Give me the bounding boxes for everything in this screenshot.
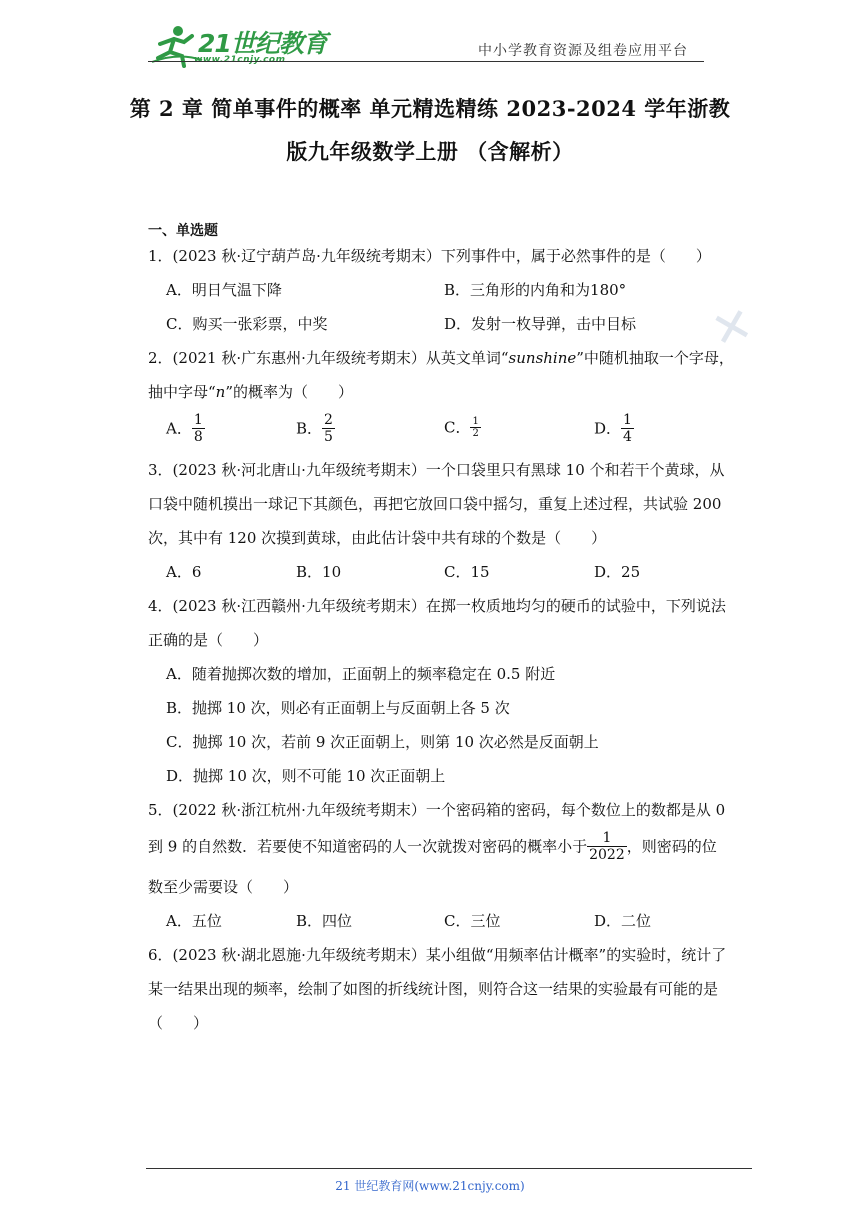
q4-option-b: B．抛掷 10 次，则必有正面朝上与反面朝上各 5 次 (166, 699, 510, 717)
q1-option-b: B．三角形的内角和为180° (444, 281, 627, 299)
platform-name: 中小学教育资源及组卷应用平台 (478, 43, 688, 59)
q3-option-c: C．15 (444, 563, 490, 581)
q2-option-b: B． $\frac{2}{5}$ (296, 412, 333, 445)
fraction: $\frac{1}{2022}$ (589, 830, 625, 863)
q3-option-d: D．25 (594, 563, 641, 581)
question-6-line1: 6．(2023 秋·湖北恩施·九年级统考期末）某小组做“用频率估计概率”的实验时，统计了 (148, 946, 727, 964)
q5-option-c: C．三位 (444, 912, 501, 930)
question-3-line1: 3．(2023 秋·河北唐山·九年级统考期末）一个口袋里只有黑球 10 个和若干个黄球，从 (148, 461, 725, 479)
header-divider (148, 61, 704, 62)
logo-url: www.21cnjy.com (194, 55, 286, 65)
fraction: $\frac{1}{4}$ (623, 412, 632, 445)
fraction: $\frac{2}{5}$ (324, 412, 333, 445)
question-3-line2: 口袋中随机摸出一球记下其颜色，再把它放回口袋中摇匀，重复上述过程，共试验 200 (148, 495, 722, 513)
question-5-line1: 5．(2022 秋·浙江杭州·九年级统考期末）一个密码箱的密码，每个数位上的数都是从 0 (148, 801, 726, 819)
section-heading: 一、单选题 (148, 223, 218, 239)
question-5-line2: 到 9 的自然数．若要使不知道密码的人一次就拨对密码的概率小于 $\frac{1}{2022}$ ，则密码的位 (148, 830, 717, 863)
question-4-line1: 4．(2023 秋·江西赣州·九年级统考期末）在掷一枚质地均匀的硬币的试验中，下列说法 (148, 597, 726, 615)
question-2-line2: 抽中字母“n”的概率为（ ） (148, 383, 354, 401)
q1-option-c: C．购买一张彩票，中奖 (166, 315, 328, 333)
document-title-line2: 版九年级数学上册 （含解析） (286, 139, 574, 164)
q5-option-d: D．二位 (594, 912, 652, 930)
question-5-line3: 数至少需要设（ ） (148, 878, 299, 896)
q5-option-a: A．五位 (166, 912, 222, 930)
footer-link[interactable]: 21 世纪教育网(www.21cnjy.com) (335, 1179, 525, 1193)
q2-option-c: C． $\frac{1}{2}$ (444, 416, 479, 439)
q1-option-a: A．明日气温下降 (166, 281, 282, 299)
q2-option-a: A． $\frac{1}{8}$ (166, 412, 203, 445)
question-4-line2: 正确的是（ ） (148, 631, 269, 649)
question-6-line3: （ ） (148, 1014, 209, 1032)
question-2-line1: 2．(2021 秋·广东惠州·九年级统考期末）从英文单词“sunshine”中随机抽取一个字母， (148, 349, 734, 367)
fraction: $\frac{1}{2}$ (472, 416, 479, 439)
q5-option-b: B．四位 (296, 912, 353, 930)
q1-option-d: D．发射一枚导弹，击中目标 (444, 315, 637, 333)
q3-option-b: B．10 (296, 563, 342, 581)
question-1-stem: 1．(2023 秋·辽宁葫芦岛·九年级统考期末）下列事件中，属于必然事件的是（ ） (148, 247, 711, 265)
q4-option-c: C．抛掷 10 次，若前 9 次正面朝上，则第 10 次必然是反面朝上 (166, 733, 599, 751)
q3-option-a: A．6 (166, 563, 202, 581)
watermark-mark: ✕ (705, 295, 759, 361)
fraction: $\frac{1}{8}$ (193, 412, 203, 445)
q4-option-a: A．随着抛掷次数的增加，正面朝上的频率稳定在 0.5 附近 (166, 665, 556, 683)
q2-option-d: D． $\frac{1}{4}$ (594, 412, 632, 445)
question-6-line2: 某一结果出现的频率，绘制了如图的折线统计图，则符合这一结果的实验最有可能的是 (148, 980, 719, 998)
document-title-line1: 第 2 章 简单事件的概率 单元精选精练 2023-2024 学年浙教 (129, 96, 731, 121)
logo-text: 21世纪教育 (198, 29, 327, 58)
question-3-line3: 次，其中有 120 次摸到黄球，由此估计袋中共有球的个数是（ ） (148, 529, 607, 547)
q4-option-d: D．抛掷 10 次，则不可能 10 次正面朝上 (166, 767, 446, 785)
footer-divider (146, 1168, 752, 1169)
